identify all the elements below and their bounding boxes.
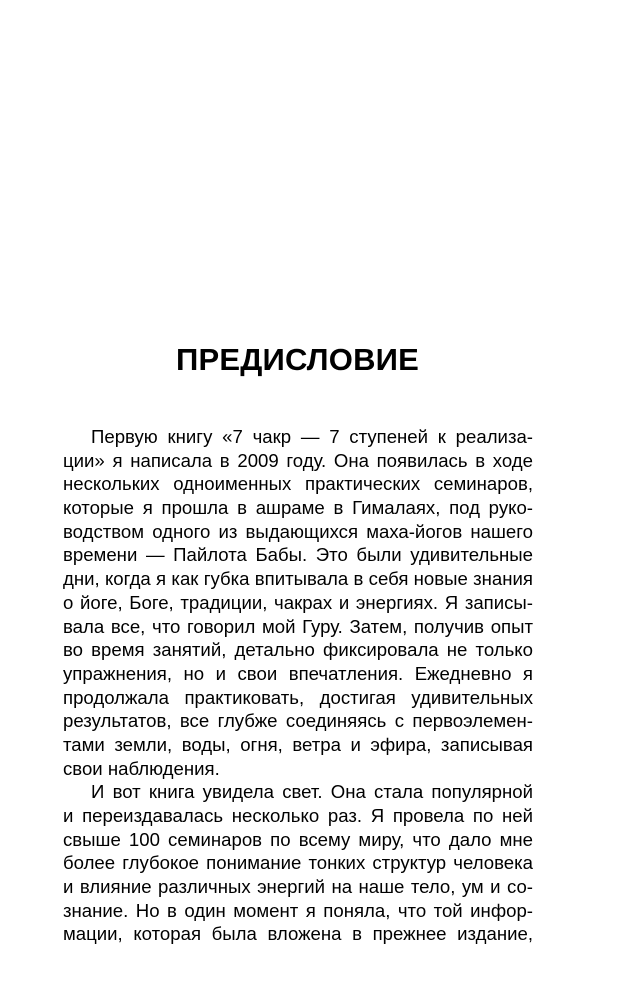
body-text [63, 425, 533, 946]
text-line: и переиздавалась несколько раз. Я провела по ней [63, 805, 533, 826]
text-line: упражнения, но и свои впечатления. Ежедневно я [63, 662, 533, 684]
text-line: свыше 100 семинаров по всему миру, что дало мне [63, 828, 533, 850]
paragraph-1 [63, 425, 533, 780]
text-line: результатов, все глубже соединяясь с первоэлемен- [63, 710, 533, 732]
text-line: свои наблюдения. [63, 757, 220, 779]
text-line: более глубокое понимание тонких структур человека [63, 852, 533, 874]
text-line: знание. Но в один момент я поняла, что той инфор- [63, 899, 533, 921]
text-line: тами земли, воды, огня, ветра и эфира, записывая [63, 733, 533, 755]
text-line: И вот книга увидела свет. Она стала популярной [91, 781, 533, 803]
text-line: которые я прошла в ашраме в Гималаях, под руко- [63, 497, 533, 519]
text-line: водством одного из выдающихся маха-йогов нашего [63, 520, 533, 542]
text-line: нескольких одноименных практических семинаров, [63, 473, 533, 495]
text-line: Первую книгу «7 чакр — 7 ступеней к реализа- [91, 426, 533, 447]
text-line: мации, которая была вложена в прежнее издание, [63, 923, 533, 945]
text-line: и влияние различных энергий на наше тело, ум и со- [63, 876, 533, 898]
text-line: вала все, что говорил мой Гуру. Затем, получив опыт [63, 615, 533, 637]
text-line: во время занятий, детально фиксировала не только [63, 639, 533, 661]
text-line: продолжала практиковать, достигая удивительных [63, 686, 533, 708]
page-title: ПРЕДИСЛОВИЕ [175, 342, 420, 377]
text-line: времени — Пайлота Бабы. Это были удивительные [63, 544, 533, 566]
text-line: о йоге, Боге, традиции, чакрах и энергиях. Я записы- [63, 591, 533, 613]
text-line: ции» я написала в 2009 году. Она появилась в ходе [63, 449, 533, 471]
paragraph-2 [63, 780, 533, 946]
text-line: дни, когда я как губка впитывала в себя новые знания [63, 568, 533, 590]
